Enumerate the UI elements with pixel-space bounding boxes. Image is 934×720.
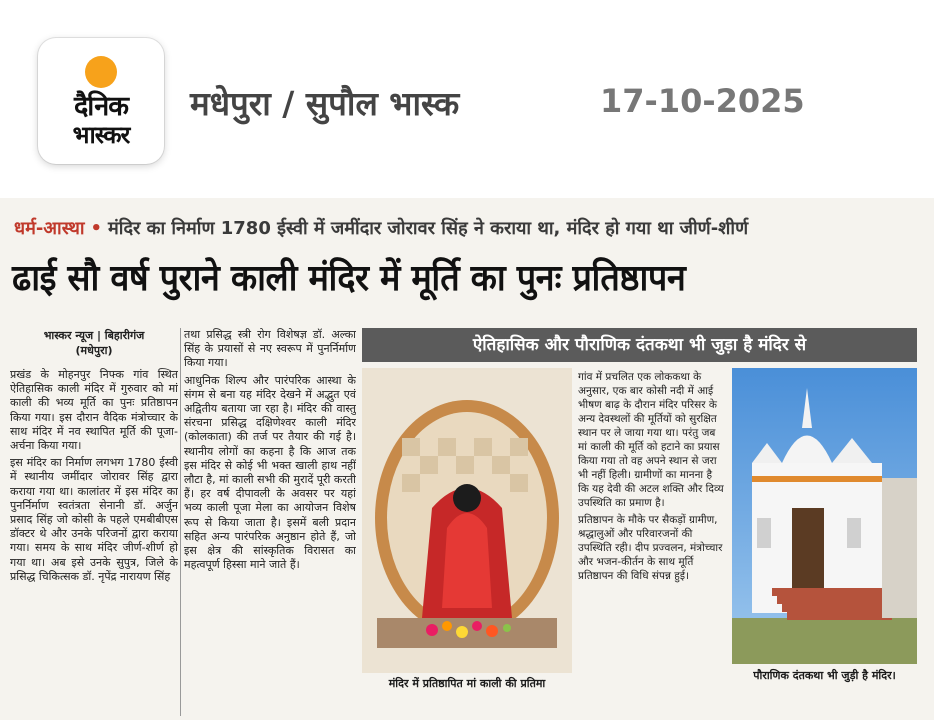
category-label: धर्म-आस्था [14, 218, 85, 239]
sidebar-heading: ऐतिहासिक और पौराणिक दंतकथा भी जुड़ा है मंदिर से [362, 328, 917, 362]
paragraph: प्रखंड के मोहनपुर निफ्क गांव स्थित ऐतिहासिक काली मंदिर में गुरुवार को मां काली की भव्य मूर्ति का पुनः प्रतिष्ठापन किया गया। इस दौरान वैदिक मंत्रोच्चार के साथ मंदिर में नव स्थापित मूर्ति की पूजा-अर्चना किया गया। [10, 368, 178, 453]
paragraph: इस मंदिर का निर्माण लगभग 1780 ईस्वी में स्थानीय जमींदार जोरावर सिंह द्वारा कराया गया था। कालांतर में इस मंदिर का पुनर्निर्माण स्वतंत्रता सेनानी डॉ. अर्जुन प्रसाद सिंह जो कोसी के पहले एमबीबीएस डॉक्टर थे और उनके परिजनों द्वारा कराया गया। समय के साथ मंदिर जीर्ण-शीर्ण हो गया था। अब इसे उनके सुपुत्र, जिले के प्रसिद्ध चिकित्सक डॉ. नृपेंद्र नारायण सिंह [10, 456, 178, 583]
kali-idol-photo [362, 368, 572, 673]
photo-caption: पौराणिक दंतकथा भी जुड़ी है मंदिर। [753, 669, 896, 682]
photo-caption: मंदिर में प्रतिष्ठापित मां काली की प्रतिमा [388, 677, 546, 690]
byline [10, 328, 178, 358]
edition-title: मधेपुरा / सुपौल भास्क [190, 84, 460, 123]
sidebar-text [578, 370, 726, 705]
bullet-icon: • [90, 218, 103, 239]
article-kicker [14, 216, 748, 240]
column-divider [180, 328, 181, 716]
temple-photo [732, 368, 917, 664]
paragraph: प्रतिष्ठापन के मौके पर सैकड़ों ग्रामीण, श्रद्धालुओं और परिवारजनों की उपस्थिति रही। दीप प्रज्वलन, मंत्रोच्चार और भजन-कीर्तन के साथ मूर्ति प्रतिष्ठापन की विधि संपन्न हुई। [578, 514, 723, 582]
dainik-bhaskar-logo[interactable] [38, 38, 164, 164]
app-header [0, 0, 934, 190]
paragraph: आधुनिक शिल्प और पारंपरिक आस्था के संगम से बना यह मंदिर देखने में अद्भुत एवं अद्वितीय बताया जा रहा है। मंदिर की वास्तु संरचना प्रसिद्ध दक्षिणेश्वर काली मंदिर (कोलकाता) की तर्ज पर तैयार की गई है। स्थानीय लोगों का कहना है कि आज तक इस मंदिर से कोई भी भक्त खाली हाथ नहीं लौटा है, मां काली सभी की मुरादें पूरी करती हैं। हर वर्ष दीपावली के अवसर पर यहां भव्य काली पूजा मेला का आयोजन विशेष रूप से किया जाता है। इसमें बली प्रदान सहित अन्य पारंपरिक अनुष्ठान होते हैं, जो इस क्षेत्र की सांस्कृतिक विरासत का महत्वपूर्ण हिस्सा माने जाते हैं। [184, 373, 356, 572]
logo-text-line2: भास्कर [72, 121, 130, 149]
article-column-1 [10, 328, 178, 718]
sun-icon [85, 56, 117, 88]
article-headline: ढाई सौ वर्ष पुराने काली मंदिर में मूर्ति का पुनः प्रतिष्ठापन [12, 258, 686, 299]
paragraph: तथा प्रसिद्ध स्त्री रोग विशेषज्ञ डॉ. अल्का सिंह के प्रयासों से नए स्वरूप में पुनर्निर्माण किया गया। [184, 328, 356, 370]
edition-date: 17-10-2025 [600, 82, 805, 120]
logo-text-line1: दैनिक [73, 91, 129, 122]
paragraph: गांव में प्रचलित एक लोककथा के अनुसार, एक बार कोसी नदी में आई भीषण बाढ़ के दौरान मंदिर परिसर के अन्य देवस्थलों की मूर्तियों को सुरक्षित स्थान पर ले जाया गया था। परंतु जब मां काली की मूर्ति को हटाने का प्रयास किया गया तो वह अपने स्थान से जरा भी नहीं हिली। ग्रामीणों का मानना है कि यह देवी की अटल शक्ति और दिव्य उपस्थिति का प्रमाण है। [578, 371, 724, 509]
byline-source: भास्कर न्यूज | बिहारीगंज [43, 329, 145, 342]
byline-place: (मधेपुरा) [75, 344, 113, 357]
newspaper-clipping [0, 198, 934, 720]
article-column-2 [184, 328, 356, 718]
kicker-text: मंदिर का निर्माण 1780 ईस्वी में जमींदार जोरावर सिंह ने कराया था, मंदिर हो गया था जीर्ण-शीर्ण [108, 218, 749, 239]
